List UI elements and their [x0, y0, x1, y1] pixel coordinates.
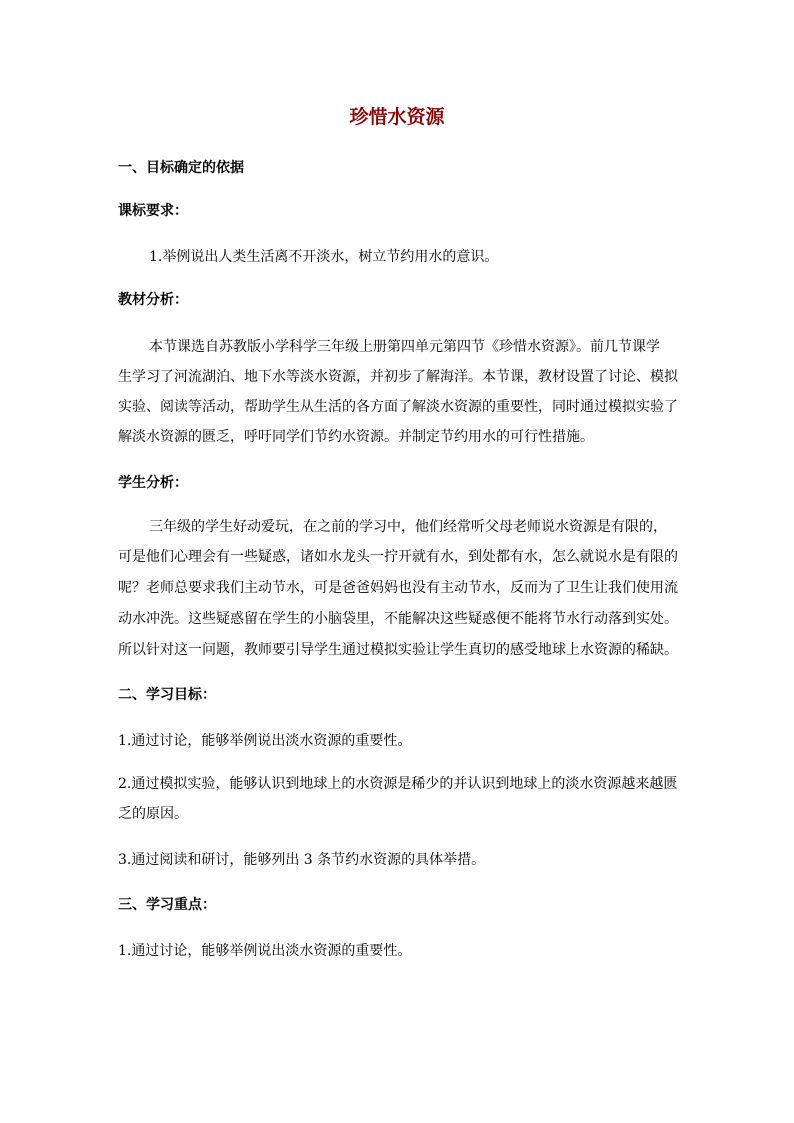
goal-item-3: 3.通过阅读和研讨，能够列出 3 条节约水资源的具体举措。	[118, 852, 486, 868]
subheading-student: 学生分析：	[118, 475, 188, 491]
paragraph-line: 可是他们心理会有一些疑惑，诸如水龙头一拧开就有水，到处都有水，怎么就说水是有限的	[118, 549, 678, 565]
document-title: 珍惜水资源	[349, 106, 445, 128]
section-heading-focus: 三、学习重点：	[118, 897, 216, 913]
section-heading-basis: 一、目标确定的依据	[118, 160, 244, 176]
section-heading-goals: 二、学习目标：	[118, 687, 216, 703]
paragraph-line: 呢？老师总要求我们主动节水，可是爸爸妈妈也没有主动节水，反而为了卫生让我们使用流	[118, 580, 678, 596]
paragraph-line: 所以针对这一问题，教师要引导学生通过模拟实验让学生真切的感受地球上水资源的稀缺。	[118, 642, 678, 658]
goal-item-1: 1.通过讨论，能够举例说出淡水资源的重要性。	[118, 733, 412, 749]
paragraph-line: 三年级的学生好动爱玩，在之前的学习中，他们经常听父母老师说水资源是有限的，	[149, 519, 667, 535]
subheading-curriculum: 课标要求：	[118, 203, 188, 219]
curriculum-item: 1.举例说出人类生活离不开淡水，树立节约用水的意识。	[149, 249, 499, 265]
paragraph-line: 本节课选自苏教版小学科学三年级上册第四单元第四节《珍惜水资源》。前几节课学	[149, 339, 660, 355]
paragraph-line: 生学习了河流湖泊、地下水等淡水资源，并初步了解海洋。本节课，教材设置了讨论、模拟	[118, 369, 678, 385]
subheading-textbook: 教材分析：	[118, 292, 188, 308]
focus-item-1: 1.通过讨论，能够举例说出淡水资源的重要性。	[118, 943, 412, 959]
paragraph-line: 动水冲洗。这些疑惑留在学生的小脑袋里，不能解决这些疑惑便不能将节水行动落到实处。	[118, 611, 678, 627]
paragraph-line: 实验、阅读等活动，帮助学生从生活的各方面了解淡水资源的重要性，同时通过模拟实验了	[118, 399, 678, 415]
goal-item-2: 2.通过模拟实验，能够认识到地球上的水资源是稀少的并认识到地球上的淡水资源越来越匮	[118, 776, 678, 792]
paragraph-line: 解淡水资源的匮乏，呼吁同学们节约水资源。并制定节约用水的可行性措施。	[118, 429, 594, 445]
goal-item-2-cont: 乏的原因。	[118, 806, 188, 822]
